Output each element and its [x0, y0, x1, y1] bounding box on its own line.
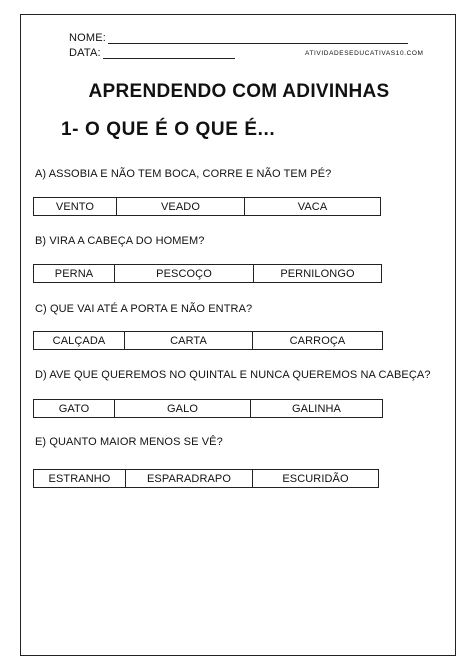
option-b-2[interactable]: PESCOÇO [115, 265, 254, 282]
option-b-1[interactable]: PERNA [34, 265, 115, 282]
option-e-2[interactable]: ESPARADRAPO [126, 470, 253, 487]
question-a: A) ASSOBIA E NÃO TEM BOCA, CORRE E NÃO TEM PÉ? [35, 168, 332, 180]
option-a-3[interactable]: VACA [297, 200, 328, 213]
date-row [69, 47, 235, 59]
question-d: D) AVE QUE QUEREMOS NO QUINTAL E NUNCA QUEREMOS NA CABEÇA? [35, 369, 431, 381]
option-c-1[interactable]: CALÇADA [34, 332, 125, 349]
date-line[interactable] [103, 47, 235, 59]
option-e-3[interactable]: ESCURIDÃO [282, 472, 349, 485]
options-e [33, 469, 379, 488]
option-d-2[interactable]: GALO [115, 400, 251, 417]
options-b [33, 264, 382, 283]
question-c: C) QUE VAI ATÉ A PORTA E NÃO ENTRA? [35, 303, 253, 315]
page-title: APRENDENDO COM ADIVINHAS [88, 81, 390, 102]
worksheet-page [20, 14, 456, 656]
option-a-2[interactable]: VEADO [117, 198, 245, 215]
date-label: DATA: [69, 47, 101, 59]
option-a-1[interactable]: VENTO [34, 198, 117, 215]
site-url: ATIVIDADESEDUCATIVAS10.COM [305, 50, 424, 57]
option-d-3[interactable]: GALINHA [292, 402, 341, 415]
question-e: E) QUANTO MAIOR MENOS SE VÊ? [35, 436, 223, 448]
option-c-2[interactable]: CARTA [125, 332, 253, 349]
name-row [69, 32, 408, 44]
options-a [33, 197, 381, 216]
options-d [33, 399, 383, 418]
option-c-3[interactable]: CARROÇA [289, 334, 346, 347]
name-line[interactable] [108, 32, 408, 44]
option-d-1[interactable]: GATO [34, 400, 115, 417]
option-e-1[interactable]: ESTRANHO [34, 470, 126, 487]
question-b: B) VIRA A CABEÇA DO HOMEM? [35, 235, 205, 247]
name-label: NOME: [69, 32, 107, 44]
option-b-3[interactable]: PERNILONGO [280, 267, 355, 280]
options-c [33, 331, 383, 350]
page-subtitle: 1- O QUE É O QUE É... [61, 119, 276, 140]
